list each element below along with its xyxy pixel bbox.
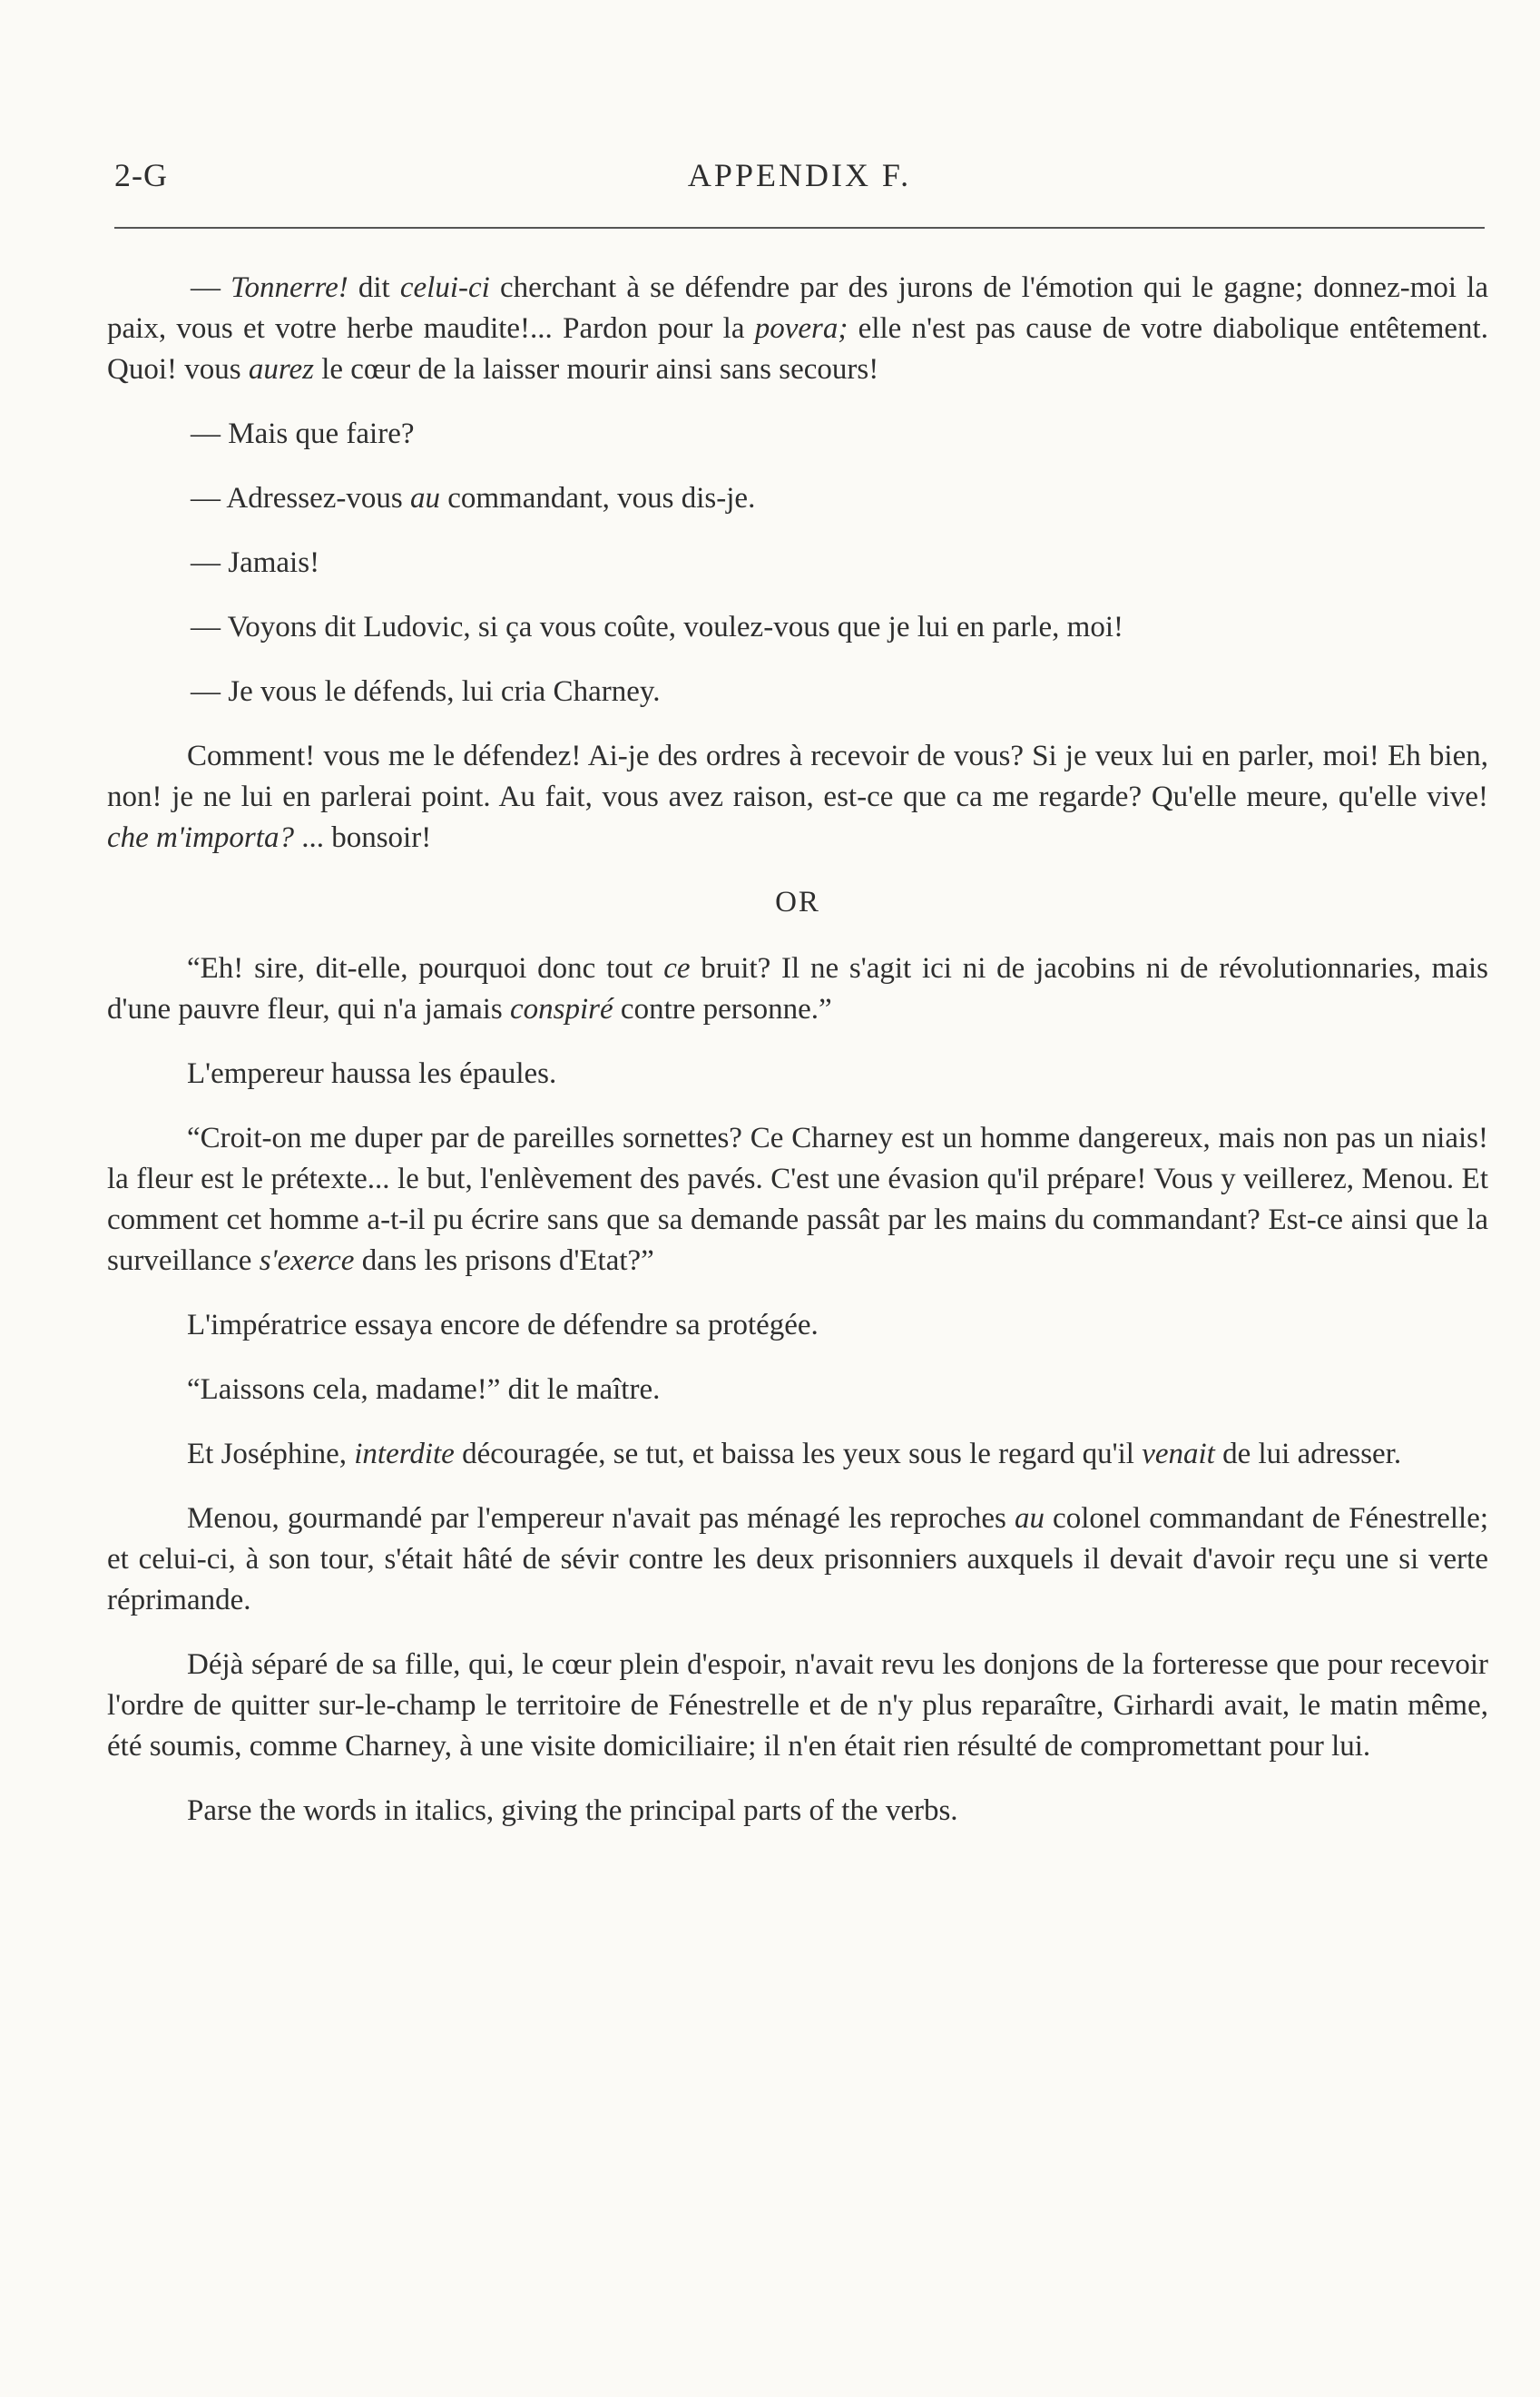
- paragraph: Et Joséphine, interdite découragée, se tut, et baissa les yeux sous le regard qu'il venait de lui adresser.: [187, 1438, 1402, 1470]
- italic-word: au: [409, 482, 440, 515]
- paragraph: — Je vous le défends, lui cria Charney.: [191, 675, 661, 708]
- paragraph: L'impératrice essaya encore de défendre sa protégée.: [187, 1309, 819, 1341]
- running-title: APPENDIX F.: [687, 157, 912, 193]
- section-separator: OR: [775, 886, 820, 919]
- paragraph: “Eh! sire, dit-elle, pourquoi donc tout ce bruit? Il ne s'agit ici ni de jacobins ni de révolutionnaries, mais d'une pauvre fleur, qui n'a jamais conspiré contre personne.”: [107, 952, 1488, 1026]
- page-number: 2-G: [114, 157, 168, 193]
- italic-word: celui-ci: [399, 271, 490, 304]
- italic-word: interdite: [354, 1438, 455, 1470]
- italic-word: aurez: [248, 353, 314, 386]
- paragraph: “Croit-on me duper par de pareilles sornettes? Ce Charney est un homme dangereux, mais non pas un niais! la fleur est le prétexte... le but, l'enlèvement des pavés. C'est une évasion qu'il prépare! Vous y veillerez, Menou. Et comment cet homme a-t-il pu écrire sans que sa demande passât par les mains du commandant? Est-ce ainsi que la surveillance s'exerce dans les prisons d'Etat?”: [107, 1122, 1488, 1277]
- paragraph: — Tonnerre! dit celui-ci cherchant à se défendre par des jurons de l'émotion qui le gagne; donnez-moi la paix, vous et votre herbe maudite!... Pardon pour la povera; elle n'est pas cause de votre diabolique entêtement. Quoi! vous aurez le cœur de la laisser mourir ainsi sans secours!: [107, 271, 1489, 386]
- paragraph: — Mais que faire?: [191, 418, 415, 450]
- italic-word: venait: [1142, 1438, 1215, 1470]
- paragraph: “Laissons cela, madame!” dit le maître.: [187, 1373, 661, 1406]
- italic-word: Tonnerre!: [231, 271, 348, 304]
- paragraph: — Jamais!: [191, 546, 320, 579]
- italic-word: povera;: [754, 312, 848, 345]
- page-header: [114, 156, 1485, 201]
- text-body: [107, 268, 1488, 1855]
- paragraph: Menou, gourmandé par l'empereur n'avait pas ménagé les reproches au colonel commandant de Fénestrelle; et celui-ci, à son tour, s'était hâté de sévir contre les deux prisonniers auxquels il devait d'avoir reçu une si verte réprimande.: [107, 1502, 1489, 1616]
- italic-word: che m'importa?: [107, 821, 294, 854]
- paragraph: — Voyons dit Ludovic, si ça vous coûte, voulez-vous que je lui en parle, moi!: [191, 611, 1124, 643]
- italic-word: au: [1014, 1502, 1045, 1535]
- header-rule: [114, 227, 1485, 229]
- paragraph: Comment! vous me le défendez! Ai-je des ordres à recevoir de vous? Si je veux lui en parler, moi! Eh bien, non! je ne lui en parlerai point. Au fait, vous avez raison, est-ce que ca me regarde? Qu'elle meure, qu'elle vive! che m'importa? ... bonsoir!: [107, 740, 1488, 854]
- paragraph: — Adressez-vous au commandant, vous dis-je.: [191, 482, 756, 515]
- paragraph: L'empereur haussa les épaules.: [187, 1057, 557, 1090]
- paragraph: Déjà séparé de sa fille, qui, le cœur plein d'espoir, n'avait revu les donjons de la forteresse que pour recevoir l'ordre de quitter sur-le-champ le territoire de Fénestrelle et de n'y plus reparaître, Girhardi avait, le matin même, été soumis, comme Charney, à une visite domiciliaire; il n'en était rien résulté de compromettant pour lui.: [107, 1648, 1488, 1763]
- italic-word: s'exerce: [259, 1244, 355, 1277]
- italic-word: conspiré: [510, 993, 613, 1026]
- exercise-instruction: Parse the words in italics, giving the principal parts of the verbs.: [187, 1794, 958, 1827]
- italic-word: ce: [663, 952, 691, 985]
